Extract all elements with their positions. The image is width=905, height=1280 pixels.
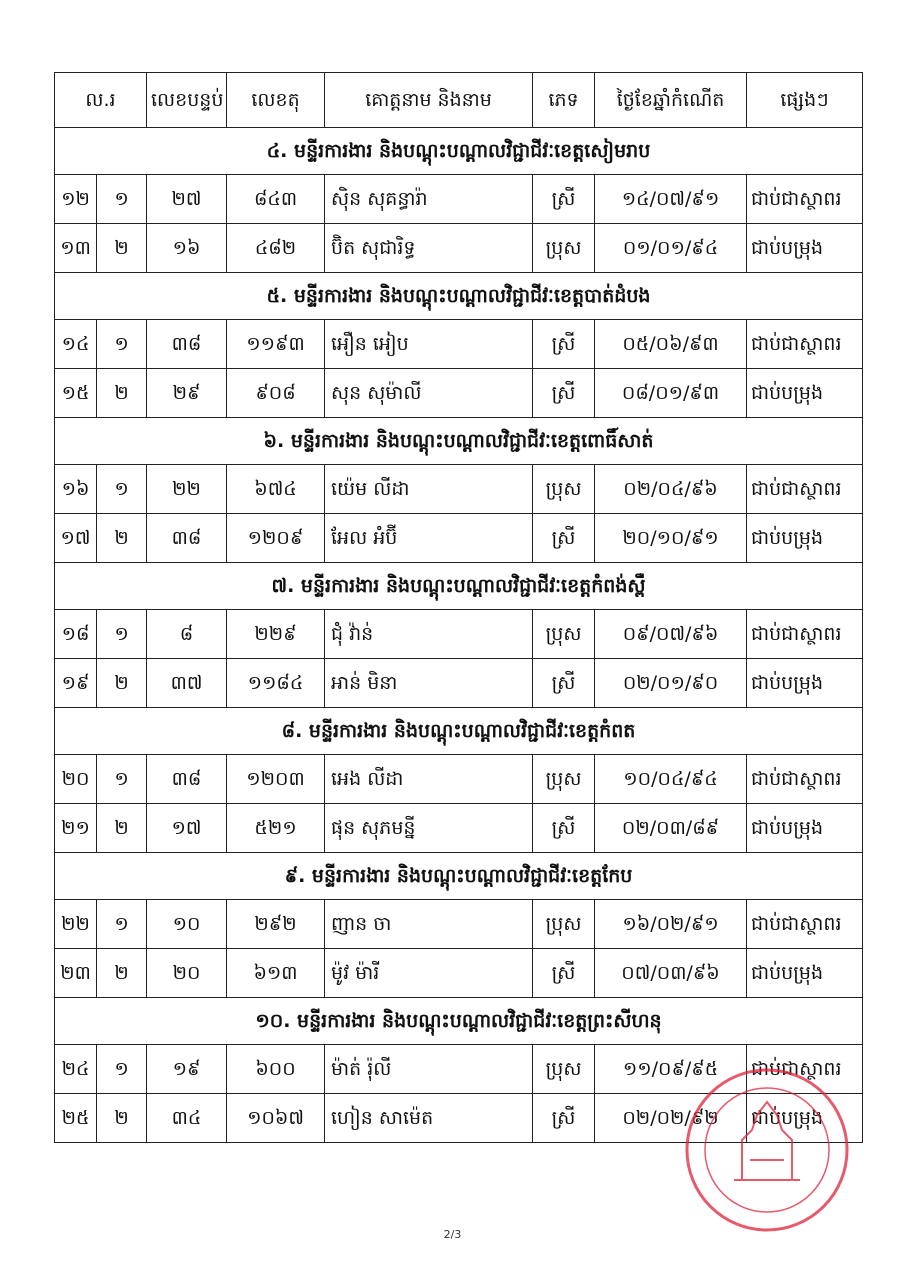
name-cell: ប៊ិត សុជារិទ្ធ	[325, 224, 533, 273]
sex-cell: ស្រី	[533, 369, 595, 418]
section-header-row	[55, 563, 863, 610]
name-cell: អឿន អៀប	[325, 320, 533, 369]
section-title: ៥. មន្ទីរការងារ និងបណ្តុះបណ្តាលវិជ្ជាជីវៈខេត្តបាត់ដំបង	[55, 273, 863, 320]
note-cell: ជាប់ជាស្ថាពរ	[747, 1045, 863, 1094]
sex-cell: ស្រី	[533, 514, 595, 563]
name-cell: ស៊ិន សុគន្ធារ៉ា	[325, 175, 533, 224]
section-header-row	[55, 708, 863, 755]
section-header-row	[55, 853, 863, 900]
sex-cell: ប្រុស	[533, 1045, 595, 1094]
section-header-row	[55, 418, 863, 465]
dob-cell: ១០/០៤/៩៤	[595, 755, 747, 804]
table-row	[55, 900, 863, 949]
sex-cell: ប្រុស	[533, 900, 595, 949]
table-row	[55, 320, 863, 369]
dob-cell: ០៥/០៦/៩៣	[595, 320, 747, 369]
table-row	[55, 659, 863, 708]
sex-cell: ប្រុស	[533, 755, 595, 804]
dob-cell: ០៩/០៧/៩៦	[595, 610, 747, 659]
room-cell: ២	[97, 369, 147, 418]
name-cell: អាន់ មិនា	[325, 659, 533, 708]
table-row	[55, 610, 863, 659]
seat-number-cell: ៥២១	[227, 804, 325, 853]
dob-cell: ០១/០១/៩៤	[595, 224, 747, 273]
section-header-row	[55, 273, 863, 320]
note-cell: ជាប់បម្រុង	[747, 514, 863, 563]
section-title: ១០. មន្ទីរការងារ និងបណ្តុះបណ្តាលវិជ្ជាជីវៈខេត្តព្រះសីហនុ	[55, 998, 863, 1045]
header-dob: ថ្ងៃខែឆ្នាំកំណើត	[595, 73, 747, 128]
header-name: គោត្តនាម និងនាម	[325, 73, 533, 128]
dob-cell: ២០/១០/៩១	[595, 514, 747, 563]
table-cell: ២៩	[147, 369, 227, 418]
seat-number-cell: ១១៩៣	[227, 320, 325, 369]
table-cell: ១៦	[147, 224, 227, 273]
section-title: ៧. មន្ទីរការងារ និងបណ្តុះបណ្តាលវិជ្ជាជីវៈខេត្តកំពង់ស្ពឺ	[55, 563, 863, 610]
note-cell: ជាប់បម្រុង	[747, 224, 863, 273]
table-row	[55, 949, 863, 998]
header-sex: ភេទ	[533, 73, 595, 128]
note-cell: ជាប់ជាស្ថាពរ	[747, 465, 863, 514]
section-title: ៩. មន្ទីរការងារ និងបណ្តុះបណ្តាលវិជ្ជាជីវៈខេត្តកែប	[55, 853, 863, 900]
table-cell: ១៩	[147, 1045, 227, 1094]
row-number-cell: ១៤	[55, 320, 97, 369]
name-cell: ជុំ វ៉ាន់	[325, 610, 533, 659]
dob-cell: ០៧/០៣/៩៦	[595, 949, 747, 998]
seat-number-cell: ៩០៨	[227, 369, 325, 418]
note-cell: ជាប់ជាស្ថាពរ	[747, 755, 863, 804]
dob-cell: ១១/០៩/៩៥	[595, 1045, 747, 1094]
seat-number-cell: ៦៧៤	[227, 465, 325, 514]
table-header-row	[55, 73, 863, 128]
dob-cell: ១៦/០២/៩១	[595, 900, 747, 949]
sex-cell: ស្រី	[533, 949, 595, 998]
section-header-row	[55, 128, 863, 175]
seat-number-cell: ៤៨២	[227, 224, 325, 273]
row-number-cell: ២៤	[55, 1045, 97, 1094]
table-cell: ២០	[147, 949, 227, 998]
table-cell: ៣៤	[147, 1094, 227, 1143]
name-cell: អេង លីដា	[325, 755, 533, 804]
section-title: ៨. មន្ទីរការងារ និងបណ្តុះបណ្តាលវិជ្ជាជីវៈខេត្តកំពត	[55, 708, 863, 755]
table-row	[55, 369, 863, 418]
table-row	[55, 465, 863, 514]
seat-number-cell: ១២០៣	[227, 755, 325, 804]
sex-cell: ស្រី	[533, 804, 595, 853]
table-cell: ២២	[147, 465, 227, 514]
table-row	[55, 1094, 863, 1143]
table-row	[55, 804, 863, 853]
dob-cell: ១៤/០៧/៩១	[595, 175, 747, 224]
section-title: ៦. មន្ទីរការងារ និងបណ្តុះបណ្តាលវិជ្ជាជីវៈខេត្តពោធិ៍សាត់	[55, 418, 863, 465]
name-cell: ម៉ូវ ម៉ារី	[325, 949, 533, 998]
table-cell: ១៧	[147, 804, 227, 853]
dob-cell: ០៨/០១/៩៣	[595, 369, 747, 418]
dob-cell: ០២/០១/៩០	[595, 659, 747, 708]
table-cell: ៣៧	[147, 659, 227, 708]
section-title: ៤. មន្ទីរការងារ និងបណ្តុះបណ្តាលវិជ្ជាជីវៈខេត្តសៀមរាប	[55, 128, 863, 175]
room-cell: ២	[97, 804, 147, 853]
row-number-cell: ២៥	[55, 1094, 97, 1143]
room-cell: ២	[97, 224, 147, 273]
name-cell: ហៀន សាម៉េត	[325, 1094, 533, 1143]
room-cell: ១	[97, 465, 147, 514]
row-number-cell: ១៨	[55, 610, 97, 659]
note-cell: ជាប់ជាស្ថាពរ	[747, 175, 863, 224]
room-cell: ២	[97, 514, 147, 563]
table-row	[55, 1045, 863, 1094]
row-number-cell: ១៧	[55, 514, 97, 563]
room-cell: ១	[97, 320, 147, 369]
note-cell: ជាប់បម្រុង	[747, 369, 863, 418]
table-row	[55, 514, 863, 563]
seat-number-cell: ៦០០	[227, 1045, 325, 1094]
header-room: លេខបន្ទប់	[147, 73, 227, 128]
table-cell: ៣៨	[147, 514, 227, 563]
sex-cell: ស្រី	[533, 659, 595, 708]
dob-cell: ០២/០២/៩២	[595, 1094, 747, 1143]
seat-number-cell: ១១៨៤	[227, 659, 325, 708]
sex-cell: ប្រុស	[533, 465, 595, 514]
seat-number-cell: ៦១៣	[227, 949, 325, 998]
room-cell: ២	[97, 659, 147, 708]
sex-cell: ប្រុស	[533, 224, 595, 273]
seat-number-cell: ១០៦៧	[227, 1094, 325, 1143]
row-number-cell: ១៩	[55, 659, 97, 708]
note-cell: ជាប់បម្រុង	[747, 949, 863, 998]
row-number-cell: ២៣	[55, 949, 97, 998]
name-cell: សុន សុម៉ាលី	[325, 369, 533, 418]
sex-cell: ស្រី	[533, 320, 595, 369]
name-cell: ម៉ាត់ រ៉ុលី	[325, 1045, 533, 1094]
section-header-row	[55, 998, 863, 1045]
name-cell: ផុន សុភមន្នី	[325, 804, 533, 853]
sex-cell: ប្រុស	[533, 610, 595, 659]
name-cell: អែល អំប៊ី	[325, 514, 533, 563]
seat-number-cell: ២៩២	[227, 900, 325, 949]
header-number: ល.រ	[55, 73, 147, 128]
row-number-cell: ២០	[55, 755, 97, 804]
note-cell: ជាប់ជាស្ថាពរ	[747, 900, 863, 949]
row-number-cell: ២១	[55, 804, 97, 853]
name-cell: យ៉េម លីដា	[325, 465, 533, 514]
room-cell: ១	[97, 900, 147, 949]
seat-number-cell: ២២៩	[227, 610, 325, 659]
table-body	[55, 128, 863, 1143]
row-number-cell: ១៦	[55, 465, 97, 514]
sex-cell: ស្រី	[533, 1094, 595, 1143]
table-row	[55, 224, 863, 273]
sex-cell: ស្រី	[533, 175, 595, 224]
table-cell: ១០	[147, 900, 227, 949]
room-cell: ១	[97, 175, 147, 224]
note-cell: ជាប់បម្រុង	[747, 659, 863, 708]
table-cell: ៣៨	[147, 755, 227, 804]
row-number-cell: ១២	[55, 175, 97, 224]
dob-cell: ០២/០៣/៨៩	[595, 804, 747, 853]
note-cell: ជាប់ជាស្ថាពរ	[747, 610, 863, 659]
header-seat: លេខតុ	[227, 73, 325, 128]
page-number: 2/3	[443, 1228, 462, 1241]
note-cell: ជាប់ជាស្ថាពរ	[747, 320, 863, 369]
dob-cell: ០២/០៤/៩៦	[595, 465, 747, 514]
room-cell: ១	[97, 610, 147, 659]
results-table	[54, 72, 863, 1143]
table-cell: ៨	[147, 610, 227, 659]
row-number-cell: ១៥	[55, 369, 97, 418]
room-cell: ២	[97, 949, 147, 998]
room-cell: ១	[97, 755, 147, 804]
table-row	[55, 175, 863, 224]
table-cell: ៣៨	[147, 320, 227, 369]
note-cell: ជាប់បម្រុង	[747, 804, 863, 853]
note-cell: ជាប់បម្រុង	[747, 1094, 863, 1143]
header-other: ផ្សេងៗ	[747, 73, 863, 128]
seat-number-cell: ៨៤៣	[227, 175, 325, 224]
row-number-cell: ១៣	[55, 224, 97, 273]
room-cell: ២	[97, 1094, 147, 1143]
room-cell: ១	[97, 1045, 147, 1094]
table-row	[55, 755, 863, 804]
name-cell: ញាន ចា	[325, 900, 533, 949]
seat-number-cell: ១២០៩	[227, 514, 325, 563]
row-number-cell: ២២	[55, 900, 97, 949]
table-cell: ២៧	[147, 175, 227, 224]
